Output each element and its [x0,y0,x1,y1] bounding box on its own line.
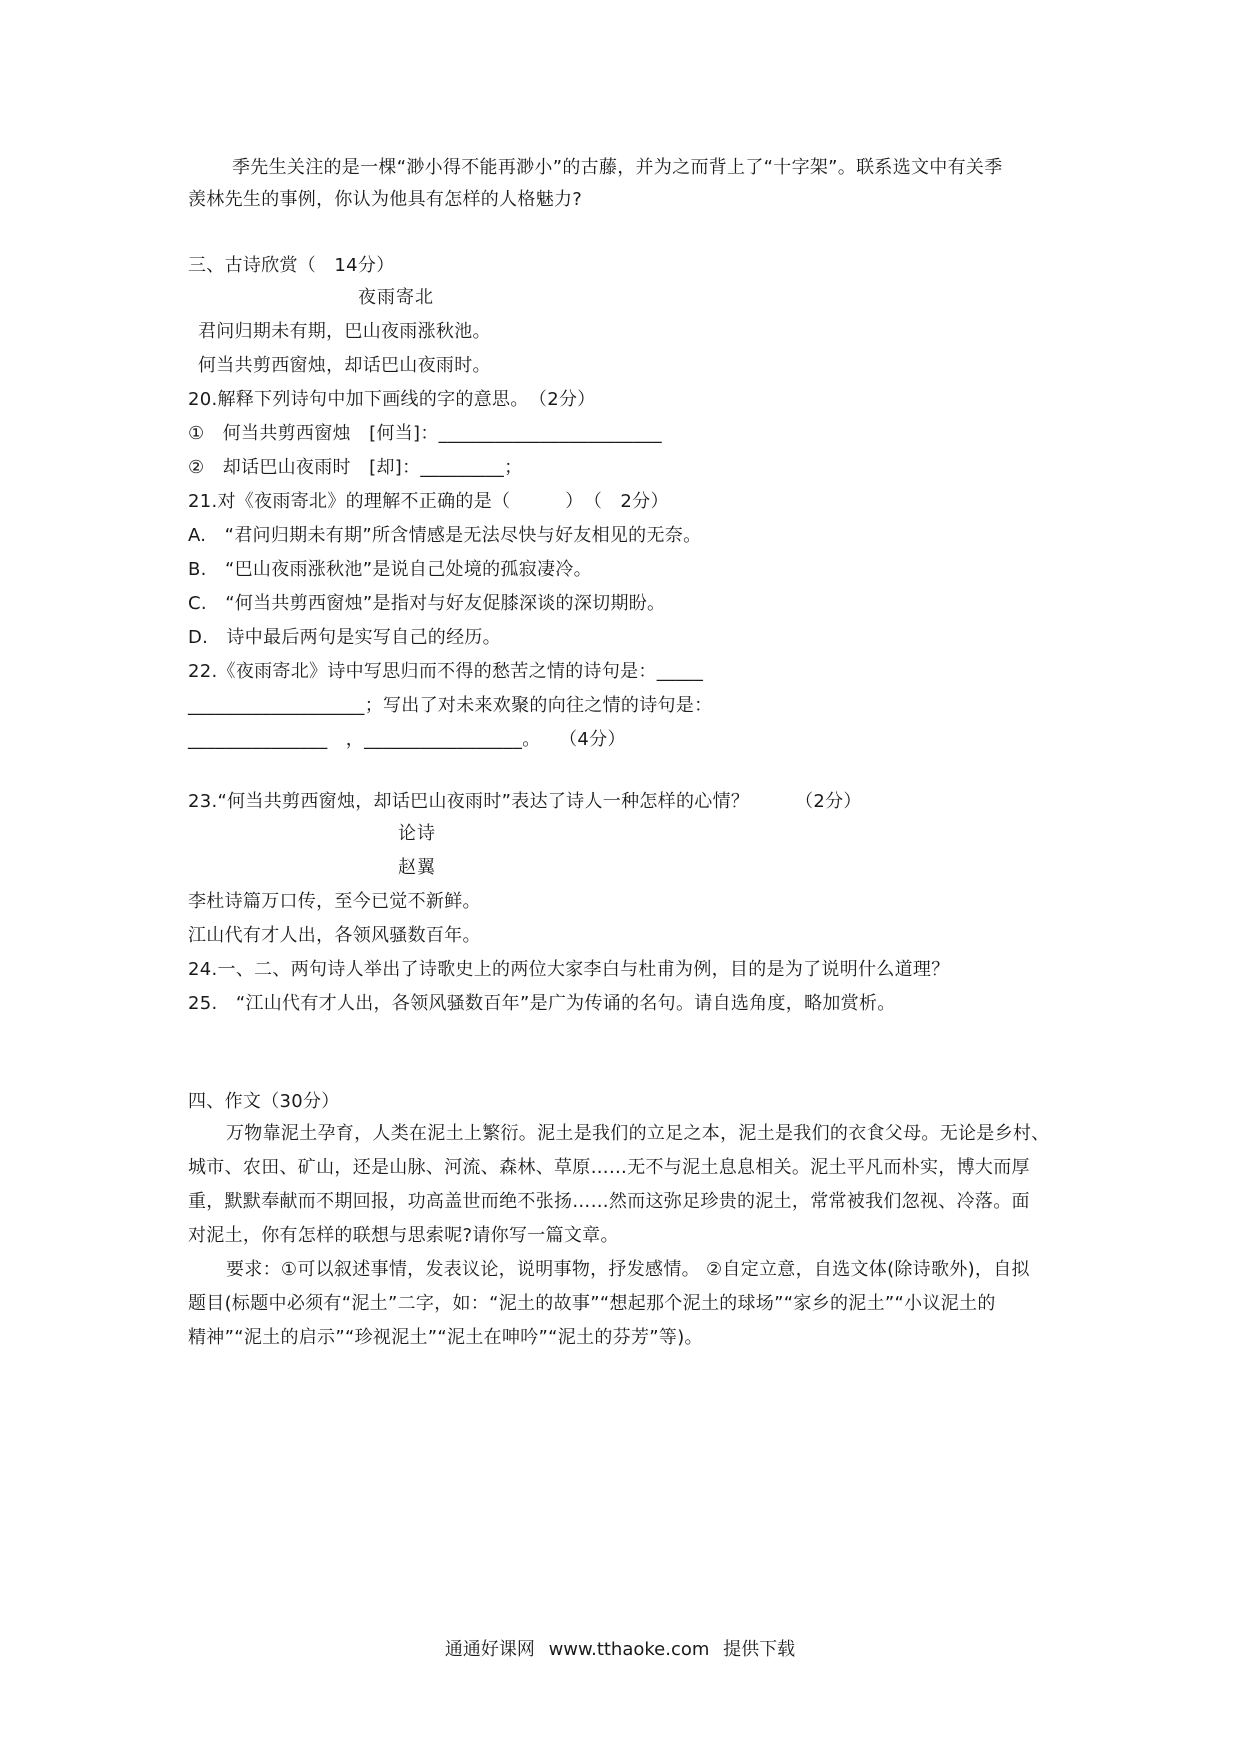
essay-prompt-line-3: 重，默默奉献而不期回报，功高盖世而绝不张扬……然而这弥足珍贵的泥土，常常被我们忽视、冷落。面 [188,1191,1030,1212]
essay-requirement-line-2: 题目(标题中必须有“泥土”二字，如：“泥土的故事”“想起那个泥土的球场”“家乡的泥土”“小议泥土的 [188,1293,996,1314]
question-24: 24.一、二、两句诗人举出了诗歌史上的两位大家李白与杜甫为例，目的是为了说明什么道理？ [188,959,950,980]
poem-1-line-2: 何当共剪西窗烛，却话巴山夜雨时。 [198,355,491,376]
question-20: 20.解释下列诗句中加下画线的字的意思。 （2分） [188,389,596,410]
essay-prompt-line-4: 对泥土，你有怎样的联想与思索呢?请你写一篇文章。 [188,1225,619,1246]
poem-1-title: 夜雨寄北 [358,287,434,308]
section-4-heading: 四、作文（30分） [188,1091,340,1112]
footer-url-link[interactable]: www.tthaoke.com [548,1639,710,1660]
question-22-line-1: 22.《夜雨寄北》诗中写思归而不得的愁苦之情的诗句是：_____ [188,661,704,682]
essay-prompt-line-2: 城市、农田、矿山，还是山脉、河流、森林、草原……无不与泥土息息相关。泥土平凡而朴实，博大而厚 [188,1157,1030,1178]
passage-question-line-2: 羡林先生的事例，你认为他具有怎样的人格魅力? [188,189,583,210]
poem-2-line-1: 李杜诗篇万口传，至今已觉不新鲜。 [188,891,481,912]
question-21-option-c: C. “何当共剪西窗烛”是指对与好友促膝深谈的深切期盼。 [188,593,666,614]
poem-1-line-1: 君问归期未有期，巴山夜雨涨秋池。 [198,321,491,342]
question-23: 23.“何当共剪西窗烛，却话巴山夜雨时”表达了诗人一种怎样的心情？ （2分） [188,791,862,812]
footer-suffix: 提供下载 [723,1639,796,1660]
poem-2-title: 论诗 [398,823,436,844]
question-21-option-d: D. 诗中最后两句是实写自己的经历。 [188,627,501,648]
question-21-option-a: A. “君问归期未有期”所含情感是无法尽快与好友相见的无奈。 [188,525,702,546]
poem-2-line-2: 江山代有才人出，各领风骚数百年。 [188,925,481,946]
question-20-item-2: ② 却话巴山夜雨时 [却]：_________； [188,457,523,478]
poem-2-author: 赵翼 [398,857,436,878]
question-20-item-1: ① 何当共剪西窗烛 [何当]：________________________ [188,423,662,444]
section-3-heading: 三、古诗欣赏（ 14分） [188,255,395,276]
page-footer [0,1638,1240,1662]
question-21-option-b: B. “巴山夜雨涨秋池”是说自己处境的孤寂凄冷。 [188,559,592,580]
question-22-line-3: _______________ ，_________________。 （4分） [188,729,626,750]
essay-prompt-line-1: 万物靠泥土孕育，人类在泥土上繁衍。泥土是我们的立足之本，泥土是我们的衣食父母。无论是乡村、 [226,1123,1050,1144]
question-21: 21.对《夜雨寄北》的理解不正确的是（ ） （ 2分） [188,491,669,512]
footer-site-name: 通通好课网 [444,1639,535,1660]
essay-requirement-line-1: 要求：①可以叙述事情，发表议论，说明事物，抒发感情。 ②自定立意，自选文体(除诗歌外)，自拟 [226,1259,1030,1280]
question-22-line-2: ___________________；写出了对未来欢聚的向往之情的诗句是： [188,695,713,716]
question-25: 25. “江山代有才人出，各领风骚数百年”是广为传诵的名句。请自选角度，略加赏析。 [188,993,896,1014]
essay-requirement-line-3: 精神”“泥土的启示”“珍视泥土”“泥土在呻吟”“泥土的芬芳”等)。 [188,1327,703,1348]
passage-question-line-1: 季先生关注的是一棵“渺小得不能再渺小”的古藤，并为之而背上了“十字架”。联系选文中有关季 [232,157,1003,178]
